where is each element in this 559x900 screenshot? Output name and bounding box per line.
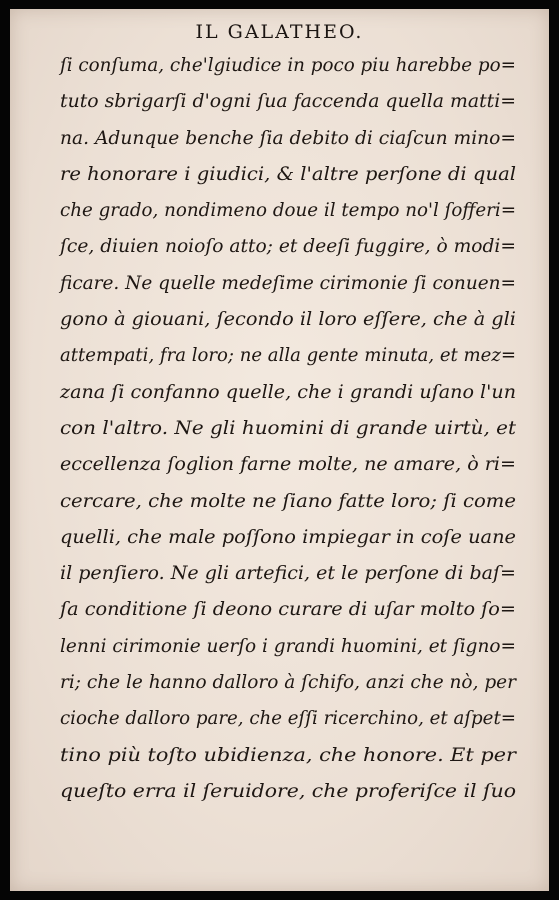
- text-line: quelli, che male poſſono impiegar in coſe uane: [60, 525, 516, 548]
- text-line: eccellenza ſoglion farne molte, ne amare, ò ri=: [60, 453, 516, 476]
- text-line: che grado, nondimeno doue il tempo no'l ſofferi=: [60, 199, 517, 222]
- text-line: attempati, fra loro; ne alla gente minuta, et mez=: [60, 344, 517, 367]
- text-line: il penſiero. Ne gli artefici, et le perſone di baſ=: [60, 562, 517, 585]
- book-page: [10, 9, 549, 891]
- text-line: ri; che le hanno dalloro à ſchifo, anzi che nò, per: [60, 671, 516, 694]
- text-line: tuto sbrigarſi d'ogni ſua faccenda quella matti=: [60, 90, 516, 113]
- text-line: lenni cirimonie uerſo i grandi huomini, et ſigno=: [60, 634, 516, 657]
- text-line: ſce, diuien noioſo atto; et deeſi fuggire, ò modi=: [60, 235, 516, 258]
- text-line: ficare. Ne quelle medeſime cirimonie ſi conuen=: [60, 271, 517, 294]
- text-line: ſi conſuma, che'lgiudice in poco piu harebbe po=: [60, 54, 516, 76]
- text-line: queſto erra il ſeruidore, che proferiſce il ſuo: [60, 779, 516, 802]
- text-line: na. Adunque benche ſia debito di ciaſcun mino=: [60, 126, 517, 149]
- text-line: ſa conditione ſi deono curare di uſar molto ſo=: [60, 598, 517, 621]
- text-line: tino più toſto ubidienza, che honore. Et per: [60, 743, 516, 766]
- body-text: [60, 47, 516, 809]
- text-line: con l'altro. Ne gli huomini di grande uirtù, et: [60, 416, 516, 439]
- text-line: cioche dalloro pare, che eſſi ricerchino, et aſpet=: [60, 707, 516, 730]
- text-line: cercare, che molte ne ſiano fatte loro; ſi come: [60, 489, 516, 512]
- running-head: IL GALATHEO.: [195, 21, 364, 43]
- text-line: zana ſi confanno quelle, che i grandi uſano l'un: [60, 380, 517, 403]
- text-line: re honorare i giudici, & l'altre perſone di qual: [60, 162, 517, 185]
- text-line: gono à giouani, ſecondo il loro eſſere, che à gli: [60, 308, 516, 331]
